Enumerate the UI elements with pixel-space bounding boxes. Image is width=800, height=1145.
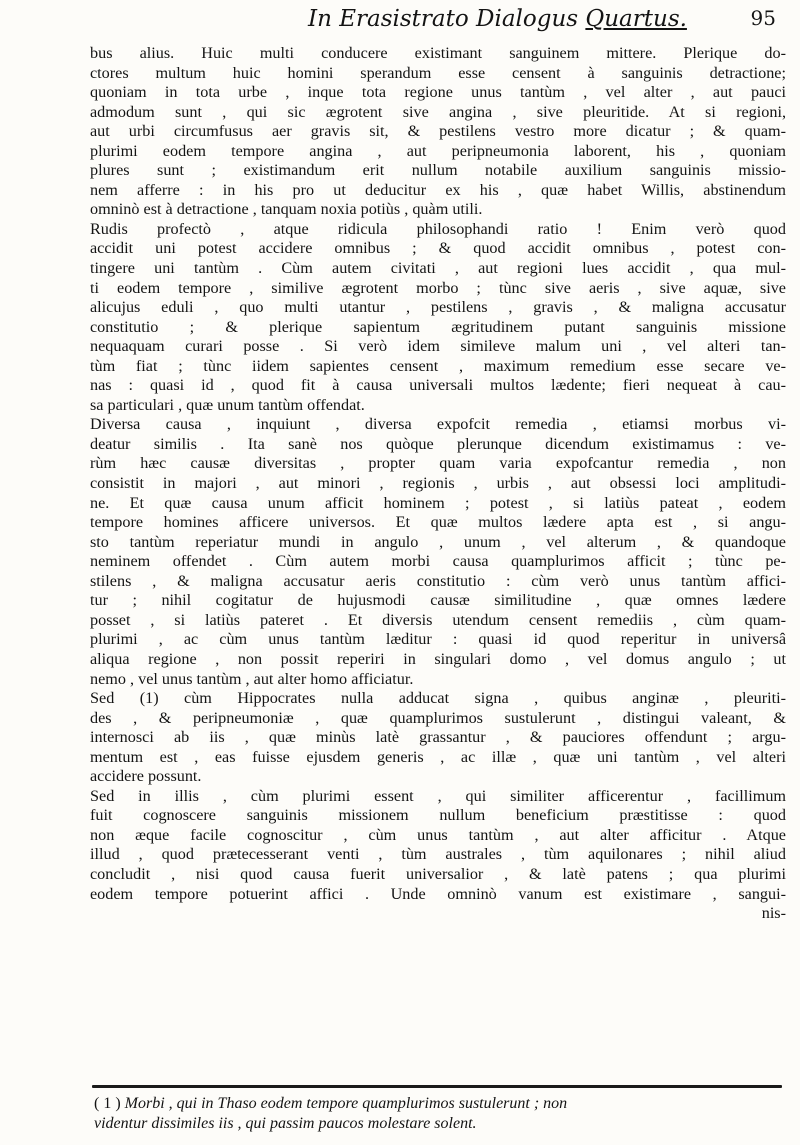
text-line: non æque facile cognoscitur , cùm unus tantùm , aut alter afficitur . Atque (90, 825, 786, 844)
text-line: admodum sunt , qui sic ægrotent sive angina , sive pleuritide. At si regioni, (90, 102, 786, 121)
text-line: Sed (1) cùm Hippocrates nulla adducat signa , quibus anginæ , pleuriti- (90, 689, 786, 708)
text-line: illud , quod prætecesserant venti , tùm australes , tùm aquilonares ; nihil aliud (90, 845, 786, 864)
footnote (94, 1094, 784, 1134)
footnote-marker: ( 1 ) (94, 1095, 121, 1112)
text-line: des , & peripneumoniæ , quæ quamplurimos sustulerunt , distingui valeant, & (90, 708, 786, 727)
footnote-divider (92, 1085, 782, 1088)
text-line: tempore homines afficere universos. Et quæ multos lædere apta est , si angu- (90, 513, 786, 532)
text-line: deatur similis . Ita sanè nos quòque plerunque dicendum existimamus : ve- (90, 434, 786, 453)
text-line: plurimi , ac cùm unus tantùm læditur : quasi id quod reperitur in universâ (90, 630, 786, 649)
running-title-text: In Erasistrato Dialogus (308, 6, 579, 32)
footnote-line: videntur dissimiles iis , qui passim paucos molestare solent. (94, 1115, 477, 1132)
page-number: 95 (750, 6, 776, 30)
text-line: ti eodem tempore , similive ægrotent morbo ; tùnc sive aeris , sive aquæ, sive (90, 278, 786, 297)
text-line: tingere uni tantùm . Cùm autem civitati , aut regioni lues accidit , qua mul- (90, 259, 786, 278)
text-line: quoniam in tota urbe , inque tota regione unus tantùm , vel alter , aut pauci (90, 83, 786, 102)
text-line: accidere possunt. (90, 767, 202, 786)
text-line: tùm fiat ; tùnc iidem sapientes censent , maximum remedium esse secare ve- (90, 356, 786, 375)
body-text (90, 44, 786, 924)
text-line: rùm hæc causæ diversitas , propter quam varia expofcantur remedia , non (90, 454, 786, 473)
text-line: accidit uni potest accidere omnibus ; & quod accidit omnibus , potest con- (90, 239, 786, 258)
text-line: sa particulari , quæ unum tantùm offendat. (90, 395, 365, 414)
text-line: constitutio ; & plerique sapientum ægritudinem putant sanguinis missione (90, 317, 786, 336)
text-line: posset , si latiùs pateret . Et diversis utendum censent remediis , cùm quam- (90, 610, 786, 629)
text-line: aut urbi circumfusus aer gravis sit, & pestilens vestro more dicatur ; & quam- (90, 122, 786, 141)
text-line: neminem offendet . Cùm autem morbi causa quamplurimos afficit ; tùnc pe- (90, 552, 786, 571)
text-line: fuit cognoscere sanguinis missionem nullum beneficium præstitisse : quod (90, 806, 786, 825)
text-line: stilens , & maligna accusatur aeris constitutio : cùm verò unus tantùm affici- (90, 571, 786, 590)
text-line: Diversa causa , inquiunt , diversa expofcit remedia , etiamsi morbus vi- (90, 415, 786, 434)
text-line: tur ; nihil cogitatur de hujusmodi causæ similitudine , quæ omnes lædere (90, 591, 786, 610)
text-line: sto tantùm reperiatur mundi in angulo , unum , vel alterum , & quandoque (90, 532, 786, 551)
text-line: nem afferre : in his pro ut deducitur ex his , quæ habet Willis, abstinendum (90, 180, 786, 199)
text-line: ne. Et quæ causa unum afficit hominem ; potest , si latiùs pateat , eodem (90, 493, 786, 512)
text-line: consistit in majori , aut minori , regionis , urbis , aut obsessi loci amplitudi- (90, 474, 786, 493)
footnote-text-1: Morbi , qui in Thaso eodem tempore quamplurimos sustulerunt ; non (124, 1095, 568, 1112)
text-line: internosci ab iis , quæ minùs latè grassantur , & pauciores offendunt ; argu- (90, 728, 786, 747)
page-header (88, 0, 782, 40)
running-title (308, 6, 687, 32)
text-line: bus alius. Huic multi conducere existimant sanguinem mittere. Plerique do- (90, 44, 786, 62)
running-title-part: Quartus. (585, 6, 687, 32)
text-line: eodem tempore potuerint affici . Unde omninò vanum est existimare , sangui- (90, 884, 786, 903)
text-line: nis- (761, 904, 786, 923)
text-line: nequaquam curari posse . Si verò idem simileve malum uni , vel alteri tan- (90, 337, 786, 356)
text-line: aliqua regione , non possit reperiri in singulari domo , vel domus angulo ; ut (90, 649, 786, 668)
text-line: Sed in illis , cùm plurimi essent , qui similiter afficerentur , facillimum (90, 786, 786, 805)
text-line: ctores multum huic homini sperandum esse censent à sanguinis detractione; (90, 63, 786, 82)
footnote-line (94, 1094, 784, 1114)
text-line: Rudis profectò , atque ridicula philosophandi ratio ! Enim verò quod (90, 219, 786, 238)
text-line: nemo , vel unus tantùm , aut alter homo afficiatur. (90, 669, 414, 688)
text-line: concludit , nisi quod causa fuerit universalior , & latè patens ; qua plurimi (90, 864, 786, 883)
text-line: omninò est à detractione , tanquam noxia potiùs , quàm utili. (90, 200, 483, 219)
text-line: mentum est , eas fuisse ejusdem generis , ac illæ , quæ uni tantùm , vel alteri (90, 747, 786, 766)
text-line: alicujus eduli , quo multi utantur , pestilens , gravis , & maligna accusatur (90, 298, 786, 317)
text-line: plurimi eodem tempore angina , aut peripneumonia laborent, his , quoniam (90, 141, 786, 160)
text-line: plures sunt ; existimandum erit nullum notabile auxilium sanguinis missio- (90, 161, 786, 180)
text-line: nas : quasi id , quod fit à causa universali multos lædente; fieri nequeat à cau- (90, 376, 786, 395)
